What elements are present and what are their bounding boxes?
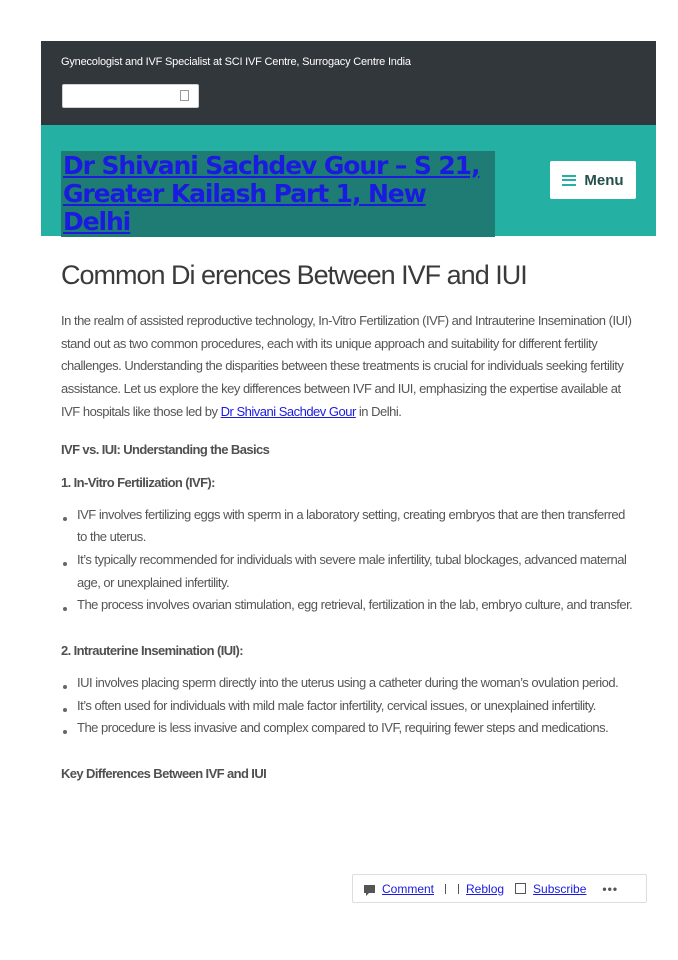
list-item: It’s typically recommended for individuals with severe male infertility, tubal blockages, advanced maternal age, or unexplained infertility. [77,549,636,594]
post-content [41,260,656,781]
top-bar [41,41,656,125]
heading-basics: IVF vs. IUI: Understanding the Basics [61,441,270,457]
intro-tail: in Delhi. [355,403,402,419]
comment-button[interactable] [364,882,434,896]
more-actions-button[interactable]: ••• [602,881,619,896]
heading-differences: Key Differences Between IVF and IUI [61,766,267,782]
site-header [41,125,656,236]
intro-text: In the realm of assisted reproductive technology, In-Vitro Fertilization (IVF) and Intrauterine Insemination (IUI) stand out as two common procedures, each with its unique approach and suitability for different fertility challenges. Understanding the disparities between these treatments is crucial for individuals seeking fertility assistance. Let us explore the key differences between IVF and IUI, emphasizing the expertise available at IVF hospitals like those led by [61,313,632,419]
reblog-button[interactable] [445,882,504,896]
reblog-icon [445,884,459,894]
list-item: IVF involves fertilizing eggs with sperm in a laboratory setting, creating embryos that are then transferred to the uterus. [77,504,636,549]
comment-label: Comment [382,881,435,896]
author-link[interactable]: Dr Shivani Sachdev Gour [220,403,356,419]
iui-list [61,672,636,740]
list-item: The procedure is less invasive and complex compared to IVF, requiring fewer steps and medications. [77,717,636,740]
site-title-link[interactable]: Dr Shivani Sachdev Gour – S 21, Greater Kailash Part 1, New Delhi [61,151,495,237]
list-item: It’s often used for individuals with mild male factor infertility, cervical issues, or unexplained infertility. [77,695,636,718]
action-bar [352,874,647,903]
intro-paragraph [61,310,636,424]
list-item: The process involves ovarian stimulation, egg retrieval, fertilization in the lab, embryo culture, and transfer. [77,594,636,617]
page [41,41,656,781]
menu-button[interactable] [550,161,636,199]
heading-ivf: 1. In-Vitro Fertilization (IVF): [61,474,215,490]
heading-iui: 2. Intrauterine Insemination (IUI): [61,643,243,659]
post-title: Common Di erences Between IVF and IUI [61,260,527,290]
search-input[interactable] [62,84,199,108]
subscribe-label: Subscribe [533,881,587,896]
menu-label: Menu [584,171,624,189]
ivf-list [61,504,636,618]
comment-icon [364,885,375,893]
list-item: IUI involves placing sperm directly into the uterus using a catheter during the woman’s ovulation period. [77,672,636,695]
search-icon[interactable] [180,90,189,101]
menu-icon [562,175,576,186]
subscribe-button[interactable] [515,882,586,896]
site-tagline: Gynecologist and IVF Specialist at SCI IVF Centre, Surrogacy Centre India [61,56,411,68]
reblog-label: Reblog [466,881,505,896]
subscribe-icon [515,883,526,894]
